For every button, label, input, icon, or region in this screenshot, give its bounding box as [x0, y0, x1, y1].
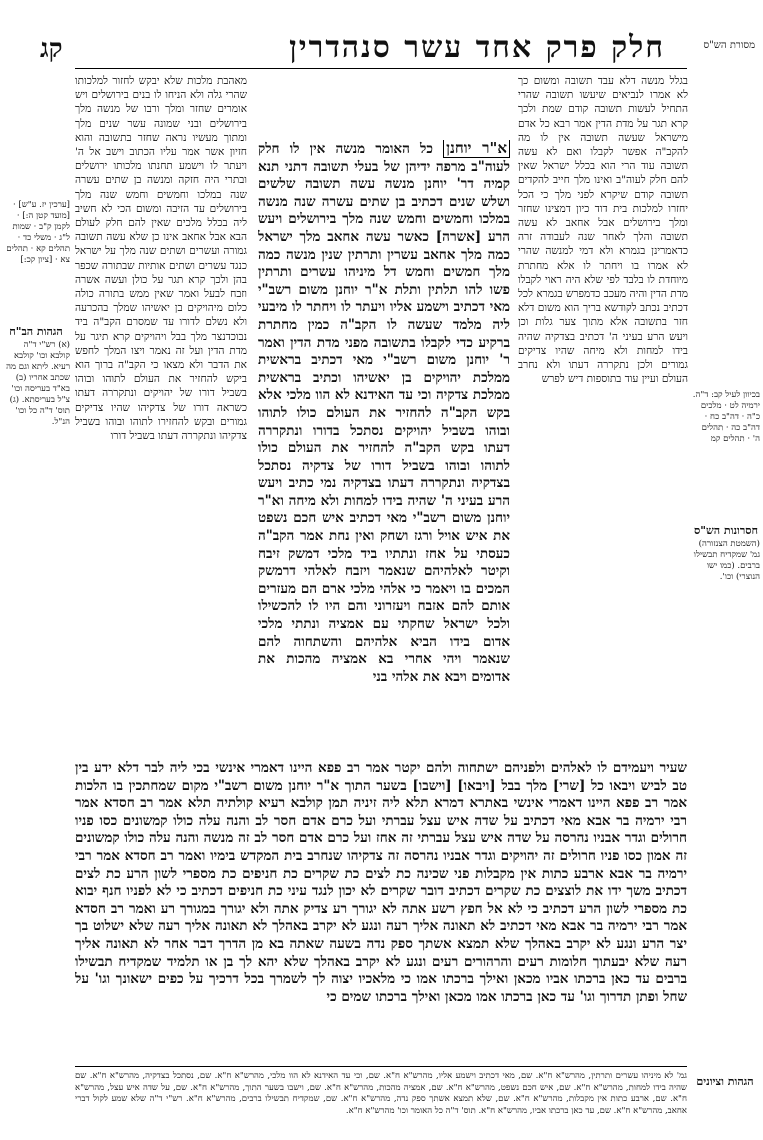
- tosafot-column: [518, 74, 688, 758]
- hagahot-title: הגהות וציונים: [696, 1075, 754, 1088]
- rashi-text: מאהבת מלכות שלא יבקש לחזור למלכותו שהרי גלה ולא הניחו לו בנים בירושלים ויש אומרים שחזר ומלך ורבו של מנשה מלך בירושלים ובני שמונה עשר שנים מלך ומתוך מעשיו נראה שחזר בתשובה והוא חזיון אשר אמר עליו הכתוב וישב אל ה' ויעתר לו וישמע תחנתו מלכותו ירושלים ובתרי היה חזקה ומנשה בן שתים עשרה שנה במלכו וחמשים וחמש שנה מלך בירושלים עד הזיבה ומשום הכי לא חשיב ליה בכלל מלכים שאין להם חלק לעולם הבא אבל אחאב אינו כן שלא עשה תשובה גמורה ועשרים ושתים שנה מלך על ישראל כנגד עשרים ושתים אותיות שבתורה שכפר בהן ולכך קרא תגר על כולן ועשה אשרה וזבח לבעל ואמר שאין ממש בתורה כולה כלום מיהויקים בן יאשיהו שמלך בהכרעה ולא נשלם לדורו עד שמסרם הקב"ה ביד נבוכדנצר מלך בבל ויהויקים קרא תיגר על מדת הדין ועל זה נאמר ויצו המלך לחפש את הדבר ולא מצאו כי הקב"ה ברוך הוא ביקש להחזיר את העולם לתוהו ובוהו בשביל דורו של יהויקים ונתקררה דעתו כשראה דורו של צדקיהו שהיו צדיקים גמורים ובקש להחזירו לתוהו ובוהו בשביל צדקיהו ונתקררה דעתו בשביל דורו: [75, 75, 247, 443]
- hagahot-bach-heading: הגהות הב"ח: [9, 325, 63, 338]
- gemara-column: [258, 140, 510, 758]
- chesronot-heading: חסרונות הש"ס: [693, 524, 759, 537]
- page-title: חלק פרק אחד עשר סנהדרין: [289, 30, 665, 65]
- masoret-label: מסורת הש"ס: [703, 40, 755, 51]
- hagahot-bach-text: (א) רש"י ד"ה קולבא וכו' קולבא רעיא. ליתא וגם מה שכתב אחריו (ב) בא"ד בעריסה וכו' צ"ל בעריסתא. (ג) תוס' ד"ה כל וכו' הנ"ל.: [6, 340, 70, 427]
- gemara-wide-text: שעיר ויעמידם לו לאלהים ולפניהם ישתחוה ולהם יקטר אמר רב פפא היינו דאמרי אינשי בכי ליה לבר דלא ידע בין טב לביש ויבאו כל [שרי] מלך בבל [ויבאו] [וישבו] בשער התוך א"ר יוחנן משום רשב"י מקום שמחתכין בו הלכות אמר רב פפא היינו דאמרי אינשי באתרא דמרא תלא ליה זיניה תמן קולבא רעיא קולתיה תלא אמר רב חסדא אמר רבי ירמיה בר אבא מאי דכתיב על שדה איש עצל עברתי ועל כרם אדם חסר לב והנה עלה כולו קמשונים כסו פניו חרולים וגדר אבניו נהרסה על שדה איש עצל עברתי זה אחז ועל כרם אדם חסר לב זה מנשה והנה עלה כולו קמשונים זה אמון כסו פניו חרולים זה יהויקים וגדר אבניו נהרסה זה צדקיהו שנחרב בית המקדש בימיו ואמר רב חסדא אמר רבי ירמיה בר אבא ארבע כתות אין מקבלות פני שכינה כת לצים כת שקרים כת חניפים כת מספרי לשון הרע כת לצים דכתיב משך ידו את לוצצים כת שקרים דכתיב דובר שקרים לא יכון לנגד עיני כת חניפים דכתיב כי לא לפניו חנף יבוא כת מספרי לשון הרע דכתיב כי לא אל חפץ רשע אתה לא יגורך רע צדיק אתה ולא יגורך במגורך רע ואמר רב חסדא אמר רבי ירמיה בר אבא מאי דכתיב לא תאונה אליך רעה ונגע לא יקרב באהלך לא תאונה אליך רעה שלא ישלוט בך יצר הרע ונגע לא יקרב באהלך שלא תמצא אשתך ספק נדה בשעה שאתה בא מן הדרך דבר אחר לא תאונה אליך רעה שלא יבעתוך חלומות רעים והרהורים רעים ונגע לא יקרב באהלך שלא יהא לך בן או תלמיד שמקדיח תבשילו ברבים עד כאן ברכתו אביו מכאן ואילך ברכתו אמו כי מלאכיו יצוה לך לשמרך בכל דרכיך על כפים ישאונך וגו' על שחל ופתן תדרוך וגו' עד כאן ברכתו אמו מכאן ואילך ברכתו שמים כי: [75, 760, 687, 1005]
- left-margin-notes: [2, 200, 70, 760]
- left-margin-refs: [ערכין יז. ע"ש] · [מועד קטן ה:] · לקמן ק"ב · שמות ל"ג · משלי כד · תהלים קא · תהלים צא · [ציון קכ:]: [6, 200, 70, 265]
- right-margin-refs: בכיוון לעיל קב: ד"ה. ירמיה לט · מלכים כ"ה · דה"ב כח · דה"ב כה · תהלים ה' · תהלים קמ: [692, 390, 760, 444]
- tosafot-text: בגלל מנשה דלא עבד תשובה ומשום כך לא אמרו לנביאים שיעשו תשובה שהרי התחיל לעשות תשובה קודם שמת ולכך קרא תגר על מדת הדין אמר רבא כל אדם מישראל שעשה תשובה אין לו מה להקב"ה אפשר לקבלו ואם לא עשה תשובה עוד הרי הוא בכלל ישראל שאין להם חלק לעוה"ב ואינו מלך חייב להקדים תשובה קודם שיקרא לפני מלך כי הכל יחזרו למלכות בית דוד כיון דמצינו שחזר ומלך בירושלים אבל אחאב לא עשה תשובה והלך לאחר שנה לעבודה זרה כדאמרינן בגמרא ולא דמי למנשה שהרי לא אמרו בו ויחתר לו אלא מחתרת מיוחדת לו בלבד לפי שלא היה ראוי לקבלו מדת הדין והיה מעכב כדמפרש בגמרא לכל דכתיב נכתב לקודשא בריך הוא משום דלא חזר בתשובה אלא מתוך צער גלות וכן ויעש הרע בעיני ה' דכתיב בצדקיה שהיה בידו למחות ולא מיחה שהיו צדיקים גמורים ולכן נתקררה דעתו ולא נחרב העולם ועיין עוד בתוספות דיש לפרש: [518, 75, 688, 386]
- hagahot-text-block: [75, 1071, 687, 1133]
- right-margin-notes: [692, 390, 760, 760]
- page-header: [40, 30, 740, 70]
- gemara-text: כל האומר מנשה אין לו חלק לעוה"ב מרפה ידיהן של בעלי תשובה דתני תנא קמיה דר' יוחנן מנשה עשה תשובה שלשים ושלש שנים דכתיב בן שתים עשרה שנה מנשה במלכו וחמשים וחמש שנה מלך בירושלים ויעש הרע [אשרה] כאשר עשה אחאב מלך ישראל כמה מלך אחאב עשרין ותרתין שנין מנשה כמה מלך חמשים וחמש דל מיניהו עשרים ותרתין פשו להו תלתין ותלת א"ר יוחנן משום רשב"י מאי דכתיב וישמע אליו ויעתר לו ויחתר לו מיבעי ליה מלמד שעשה לו הקב"ה כמין מחתרת ברקיע כדי לקבלו בתשובה מפני מדת הדין ואמר ר' יוחנן משום רשב"י מאי דכתיב בראשית ממלכת יהויקים בן יאשיהו וכתיב בראשית ממלכת צדקיה וכי עד האידנא לא הוו מלכי אלא בקש הקב"ה להחזיר את העולם כולו לתוהו ובוהו בשביל יהויקים נסתכל בדורו ונתקררה דעתו בקש הקב"ה להחזיר את העולם כולו לתוהו ובוהו בשביל דורו של צדקיה נסתכל בצדקיה ונתקררה דעתו בצדקיה נמי כתיב ויעש הרע בעיני ה' שהיה בידו למחות ולא מיחה וא"ר יוחנן משום רשב"י מאי דכתיב איש חכם נשפט את איש אויל ורגז ושחק ואין נחת אמר הקב"ה כעסתי על אחז ונתתיו ביד מלכי דמשק זיבח וקיטר לאלהיהם שנאמר ויזבח לאלהי דרמשק המכים בו ויאמר כי אלהי מלכי ארם הם מעזרים אותם להם אזבח ויעזרוני והם היו לו להכשילו ולכל ישראל שחקתי עם אמציה ונתתי מלכי אדום בידו הביא אלהיהם והשתחוה להם שנאמר ויהי אחרי בא אמציה מהכות את אדומים ויבא את אלהי בני: [258, 141, 510, 685]
- header-divider: [75, 68, 687, 69]
- folio-number: קג: [40, 34, 63, 64]
- gemara-opening-word: א"ר יוחנן: [443, 140, 510, 158]
- bottom-divider: [75, 1066, 687, 1067]
- chesronot-text: (השמטת הצנזורה) גמ' שמקדיח תבשילו ברבים. (כמו ישו הנוצרי) וכו'.: [693, 539, 760, 582]
- rashi-column: [75, 74, 247, 758]
- gemara-wide-section: [75, 760, 687, 1060]
- hagahot-text: גמ' לא מיניהו עשרים ותרתין, מהרש"א ח"א. שם, מאי דכתיב וישמע אליו, מהרש"א ח"א. שם, וכי עד האידנא לא הוו מלכי, מהרש"א ח"א. שם, נסתכל בצדקיה, מהרש"א ח"א. שם שהיה בידו למחות, מהרש"א ח"א. שם, איש חכם נשפט, מהרש"א ח"א. שם, אמציה מהכות, מהרש"א ח"א. שם, וישבו בשער התוך, מהרש"א ח"א. שם, על שדה איש עצל, מהרש"א ח"א. שם, ארבע כתות אין מקבלות, מהרש"א ח"א. שם, שלא תמצא אשתך ספק נדה, מהרש"א ח"א. שם, שמקדיח תבשילו ברבים, מהרש"א ח"א. רש"י ד"ה שלא שמע לקול דברי אחאב, מהרש"א ח"א. שם, עד כאן ברכתו אביו, מהרש"א ח"א. תוס' ד"ה כל האומר וכו' מהרש"א ח"א.: [75, 1071, 687, 1116]
